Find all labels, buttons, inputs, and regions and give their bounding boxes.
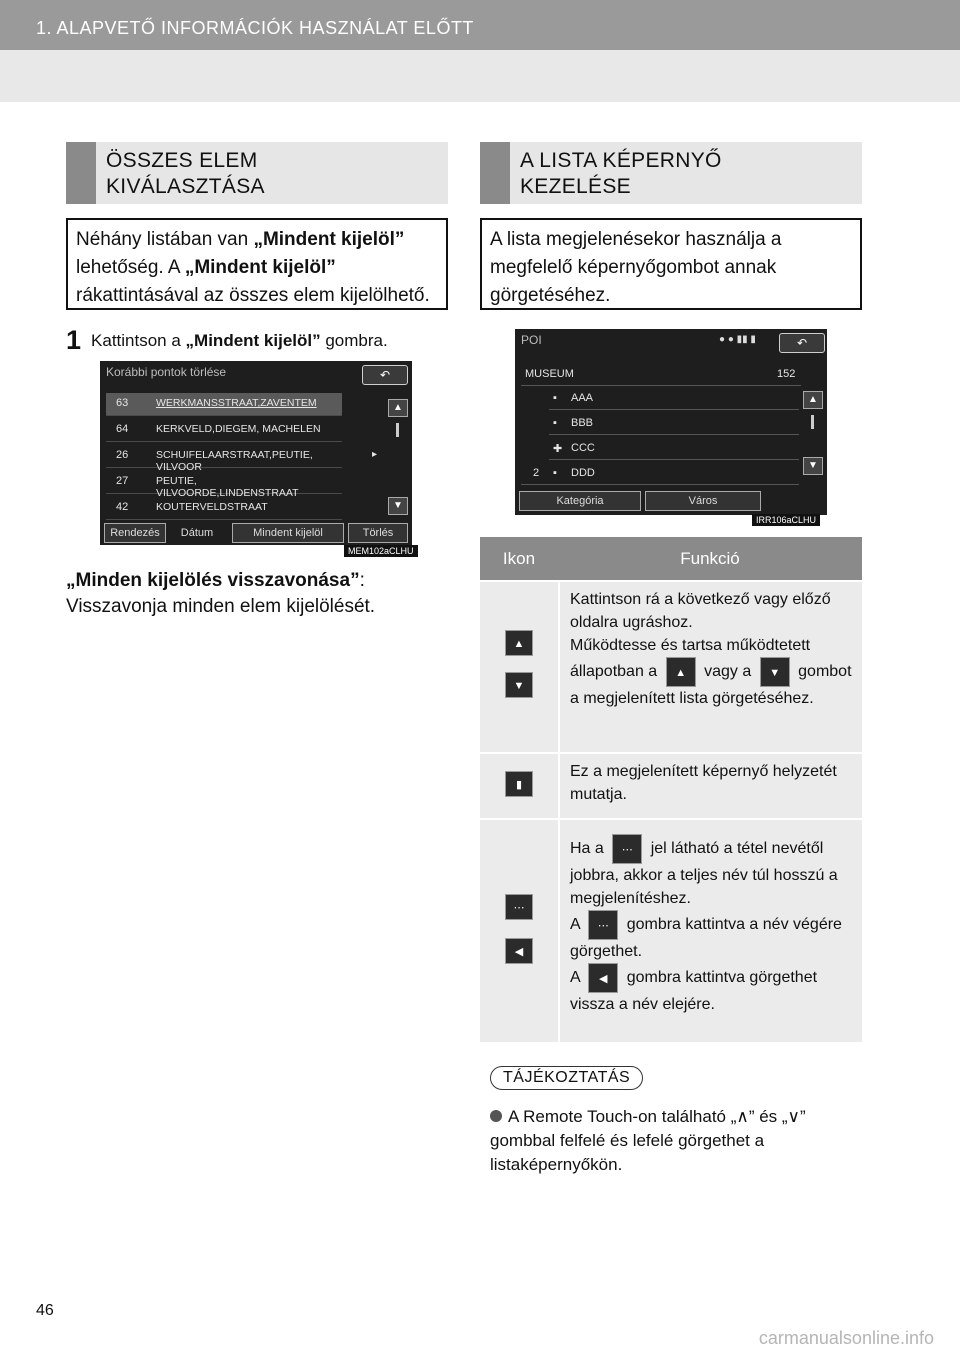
more-text-icon: ⋯: [612, 834, 642, 864]
step-number: 1: [66, 325, 82, 355]
page-up-icon: ▲: [666, 657, 696, 687]
section-heading-list-screen: [480, 142, 862, 204]
list-item[interactable]: 63 WERKMANSSTRAAT,ZAVENTEM: [106, 393, 342, 416]
page-down-icon: ▼: [505, 672, 533, 698]
table-header: [480, 537, 862, 580]
page-up-icon[interactable]: ▲: [388, 399, 408, 417]
figure-code: MEM102aCLHU: [344, 545, 418, 557]
select-all-button[interactable]: Mindent kijelöl: [232, 523, 344, 543]
note-heading: TÁJÉKOZTATÁS: [490, 1066, 643, 1090]
screen-title: Korábbi pontok törlése: [106, 365, 227, 379]
delete-points-screen: [100, 361, 412, 545]
figure-code: IRR106aCLHU: [752, 514, 820, 526]
info-box-select-all: Néhány listában van „Mindent kijelöl” lehetőség. A „Mindent kijelöl” rákattintásával az összes elem kijelölhető.: [66, 218, 448, 310]
section-title-line2: KIVÁLASZTÁSA: [106, 175, 265, 198]
table-row: ▮ Ez a megjelenített képernyő helyzetét mutatja.: [480, 752, 862, 818]
page-up-icon[interactable]: ▲: [803, 391, 823, 409]
more-text-icon: ⋯: [588, 910, 618, 940]
screen-title: POI: [521, 333, 542, 347]
status-icons: ● ● ▮▮ ▮: [719, 334, 756, 345]
more-text-icon[interactable]: ▸: [372, 449, 378, 460]
info-box-list-screen: A lista megjelenésekor használja a megfelelő képernyőgombot annak görgetéséhez.: [480, 218, 862, 310]
list-item[interactable]: ▪ BBB: [549, 414, 799, 435]
step-1: 1 Kattintson a „Mindent kijelöl” gombra.: [66, 325, 388, 355]
list-item[interactable]: 64 KERKVELD,DIEGEM, MACHELEN: [106, 419, 342, 442]
left-arrow-icon: ◀: [588, 963, 618, 993]
category-icon: ▪: [553, 417, 557, 429]
list-item[interactable]: 2 ▪ DDD: [521, 464, 799, 485]
sort-button[interactable]: Rendezés: [104, 523, 166, 543]
list-item[interactable]: ▪ AAA: [549, 389, 799, 410]
delete-button[interactable]: Törlés: [348, 523, 408, 543]
more-text-icon: ⋯: [505, 894, 533, 920]
section-heading-select-all: [66, 142, 448, 204]
category-icon: ✚: [553, 443, 563, 455]
table-row: ⋯ ◀ Ha a ⋯ jel látható a tétel nevétől jobbra, akkor a teljes név túl hosszú a megjelenítéshez. A ⋯ gombra kattintva a név végére görgethet. A ◀ gombra kattintva görgethet vissza a név elejére.: [480, 818, 862, 1042]
note-text: A Remote Touch-on található „∧” és „∨” gombbal felfelé és lefelé görgethet a listaképernyőkön.: [490, 1107, 806, 1174]
col-header-icon: Ikon: [502, 549, 536, 568]
chapter-title: 1. ALAPVETŐ INFORMÁCIÓK HASZNÁLAT ELŐTT: [36, 18, 474, 38]
section-title-line2: KEZELÉSE: [520, 175, 631, 198]
poi-list-screen: [515, 329, 827, 515]
scroll-position-icon: [396, 423, 399, 437]
list-item[interactable]: 42 KOUTERVELDSTRAAT: [106, 497, 342, 520]
city-button[interactable]: Város: [645, 491, 761, 511]
scroll-position-icon: [811, 415, 814, 429]
back-button[interactable]: ↶: [779, 333, 825, 353]
page-down-icon[interactable]: ▼: [388, 497, 408, 515]
category-icon: ▪: [553, 392, 557, 404]
header-band: [0, 50, 960, 102]
section-title-line1: A LISTA KÉPERNYŐ: [520, 149, 722, 172]
scroll-position-icon: ▮: [505, 771, 533, 797]
list-header-row: MUSEUM 152: [521, 365, 801, 386]
page-up-icon: ▲: [505, 630, 533, 656]
bullet-icon: [490, 1110, 502, 1122]
deselect-all-description: „Minden kijelölés visszavonása”: Visszavonja minden elem kijelölését.: [66, 570, 376, 617]
list-item[interactable]: 27 PEUTIE, VILVOORDE,LINDENSTRAAT: [106, 471, 342, 494]
list-item[interactable]: ✚ CCC: [549, 439, 799, 460]
category-icon: ▪: [553, 467, 557, 479]
date-button[interactable]: Dátum: [180, 527, 214, 539]
back-button[interactable]: ↶: [362, 365, 408, 385]
list-item[interactable]: 26 SCHUIFELAARSTRAAT,PEUTIE, VILVOOR ▸: [106, 445, 342, 468]
section-title-line1: ÖSSZES ELEM: [106, 149, 258, 172]
icon-function-table: [480, 537, 862, 1042]
category-button[interactable]: Kategória: [519, 491, 641, 511]
col-header-function: Funkció: [680, 549, 740, 568]
left-arrow-icon: ◀: [505, 938, 533, 964]
page-down-icon: ▼: [760, 657, 790, 687]
table-row: ▲ ▼ Kattintson rá a következő vagy előző oldalra ugráshoz. Működtesse és tartsa működtetett állapotban a ▲ vagy a ▼ gombot a megjelenített lista görgetéséhez.: [480, 580, 862, 752]
watermark: carmanualsonline.info: [758, 1328, 934, 1348]
page-header: [0, 0, 960, 50]
page-down-icon[interactable]: ▼: [803, 457, 823, 475]
page-number: 46: [36, 1302, 54, 1319]
